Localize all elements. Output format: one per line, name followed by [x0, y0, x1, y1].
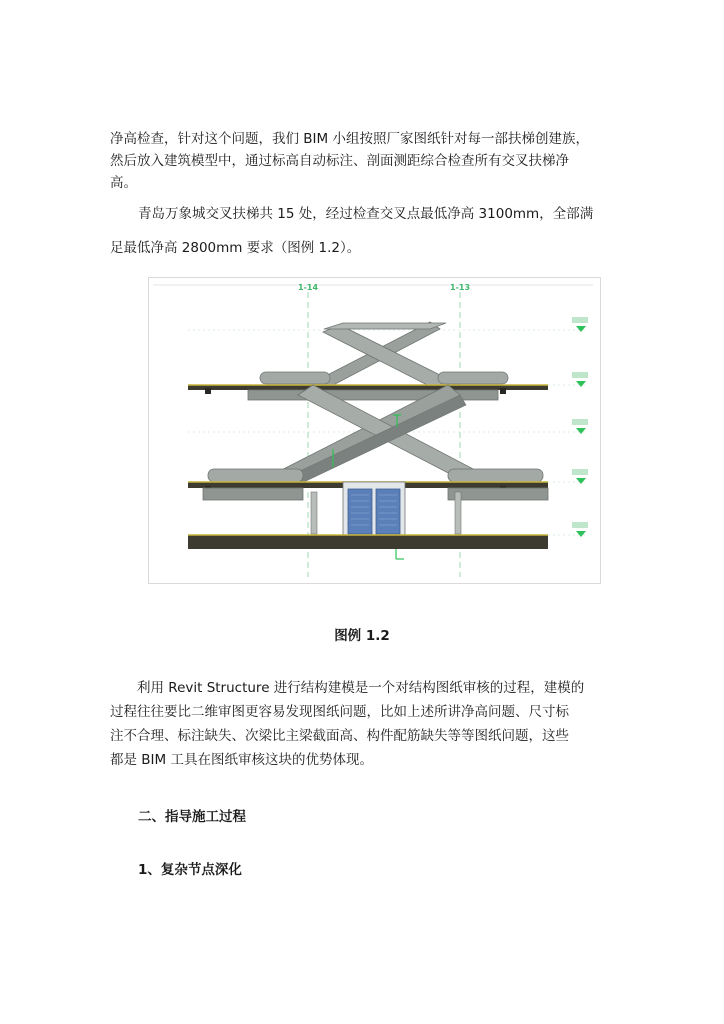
grid-label-1-14: 1-14	[297, 283, 319, 292]
subsection-heading: 1、复杂节点深化	[138, 862, 242, 878]
text-line: 然后放入建筑模型中，通过标高自动标注、剖面测距综合检查所有交叉扶梯净	[110, 153, 569, 169]
figure-caption: 图例 1.2	[334, 628, 390, 644]
bottom-slab	[188, 535, 548, 549]
intro-paragraph	[110, 128, 620, 194]
text-line: 利用 Revit Structure 进行结构建模是一个对结构图纸审核的过程，建模的	[110, 680, 585, 696]
text-line: 都是 BIM 工具在图纸审核这块的优势体现。	[110, 752, 373, 768]
text-line: 过程往往要比二维审图更容易发现图纸问题，比如上述所讲净高问题、尺寸标	[110, 704, 569, 720]
section-heading: 二、指导施工过程	[138, 809, 246, 825]
text-line: 高。	[110, 175, 137, 191]
grid-label-1-13: 1-13	[449, 283, 471, 292]
escalator-section-drawing	[148, 277, 601, 584]
text-line: 青岛万象城交叉扶梯共 15 处，经过检查交叉点最低净高 3100mm，全部满	[138, 206, 594, 222]
escalator-section-figure	[148, 277, 601, 584]
revit-paragraph	[110, 676, 620, 772]
text-line: 足最低净高 2800mm 要求（图例 1.2）。	[110, 240, 361, 256]
summary-paragraph	[110, 197, 620, 265]
text-line: 注不合理、标注缺失、次梁比主梁截面高、构件配筋缺失等等图纸问题，这些	[110, 728, 569, 744]
text-line: 净高检查，针对这个问题，我们 BIM 小组按照厂家图纸针对每一部扶梯创建族，	[110, 131, 589, 147]
